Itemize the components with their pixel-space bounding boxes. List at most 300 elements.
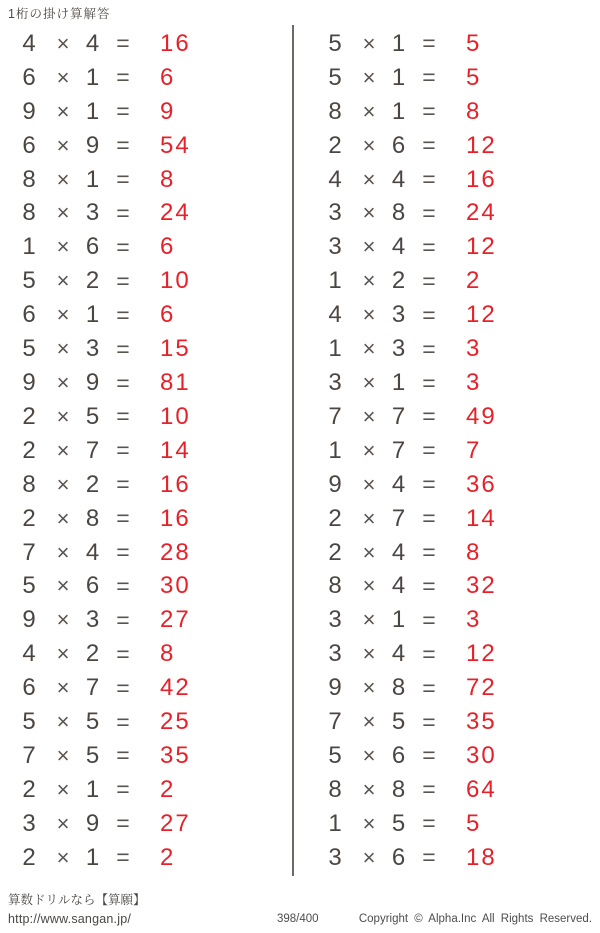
operand-a: 3 bbox=[328, 233, 342, 261]
operand-a: 9 bbox=[22, 97, 36, 125]
problem-row bbox=[300, 739, 600, 773]
operand-b: 5 bbox=[85, 402, 100, 430]
operand-a: 1 bbox=[328, 809, 342, 837]
equals-sign: = bbox=[116, 98, 130, 125]
multiply-sign: × bbox=[362, 234, 376, 260]
multiply-sign: × bbox=[362, 776, 376, 802]
equals-sign: = bbox=[422, 335, 436, 362]
copyright-notice: Copyright © Alpha.Inc All Rights Reserved. bbox=[358, 913, 592, 925]
operand-b: 5 bbox=[391, 809, 406, 837]
operand-b: 3 bbox=[391, 301, 406, 329]
equals-sign: = bbox=[116, 640, 130, 667]
equals-sign: = bbox=[116, 301, 130, 328]
answer-value: 32 bbox=[466, 572, 497, 600]
equals-sign: = bbox=[422, 844, 436, 871]
problem-row bbox=[300, 841, 600, 875]
equals-sign: = bbox=[116, 403, 130, 430]
multiply-sign: × bbox=[362, 675, 376, 701]
operand-a: 6 bbox=[22, 301, 36, 329]
equals-sign: = bbox=[116, 742, 130, 769]
operand-b: 8 bbox=[391, 775, 406, 803]
operand-b: 1 bbox=[391, 29, 406, 57]
operand-a: 8 bbox=[22, 165, 36, 193]
multiply-sign: × bbox=[362, 539, 376, 565]
answer-value: 64 bbox=[466, 775, 497, 803]
operand-a: 3 bbox=[22, 809, 36, 837]
operand-a: 7 bbox=[22, 741, 36, 769]
answer-value: 16 bbox=[160, 29, 191, 57]
operand-a: 1 bbox=[328, 267, 342, 295]
answer-value: 36 bbox=[466, 470, 497, 498]
operand-a: 9 bbox=[328, 674, 342, 702]
answer-value: 54 bbox=[160, 131, 191, 159]
problem-row bbox=[0, 671, 292, 705]
operand-a: 3 bbox=[328, 606, 342, 634]
operand-b: 7 bbox=[391, 504, 406, 532]
multiply-sign: × bbox=[362, 268, 376, 294]
problem-row bbox=[300, 264, 600, 298]
equals-sign: = bbox=[116, 844, 130, 871]
multiply-sign: × bbox=[56, 268, 70, 294]
problem-row bbox=[300, 298, 600, 332]
operand-b: 9 bbox=[85, 131, 100, 159]
problem-row bbox=[0, 536, 292, 570]
operand-a: 5 bbox=[22, 708, 36, 736]
answer-value: 16 bbox=[160, 470, 191, 498]
equals-sign: = bbox=[422, 776, 436, 803]
equals-sign: = bbox=[422, 708, 436, 735]
operand-a: 3 bbox=[328, 199, 342, 227]
multiply-sign: × bbox=[56, 200, 70, 226]
column-divider bbox=[292, 25, 294, 876]
multiply-sign: × bbox=[362, 336, 376, 362]
operand-a: 9 bbox=[328, 470, 342, 498]
answer-value: 72 bbox=[466, 674, 497, 702]
operand-b: 1 bbox=[85, 775, 100, 803]
operand-a: 7 bbox=[328, 402, 342, 430]
multiply-sign: × bbox=[56, 30, 70, 56]
problem-row bbox=[0, 502, 292, 536]
multiply-sign: × bbox=[56, 403, 70, 429]
answer-value: 10 bbox=[160, 267, 191, 295]
answer-value: 49 bbox=[466, 402, 497, 430]
multiply-sign: × bbox=[362, 166, 376, 192]
operand-b: 1 bbox=[85, 843, 100, 871]
operand-b: 4 bbox=[391, 470, 406, 498]
problem-row bbox=[300, 468, 600, 502]
page-number: 398/400 bbox=[277, 913, 319, 925]
problem-row bbox=[0, 468, 292, 502]
equals-sign: = bbox=[116, 335, 130, 362]
multiply-sign: × bbox=[56, 776, 70, 802]
problem-row bbox=[0, 807, 292, 841]
operand-b: 2 bbox=[85, 267, 100, 295]
multiply-sign: × bbox=[362, 302, 376, 328]
equals-sign: = bbox=[116, 810, 130, 837]
operand-b: 1 bbox=[85, 301, 100, 329]
multiply-sign: × bbox=[56, 844, 70, 870]
problem-row bbox=[300, 671, 600, 705]
multiply-sign: × bbox=[362, 403, 376, 429]
operand-b: 3 bbox=[85, 335, 100, 363]
answer-value: 7 bbox=[466, 436, 482, 464]
problem-row bbox=[300, 197, 600, 231]
answer-value: 2 bbox=[160, 843, 176, 871]
multiply-sign: × bbox=[362, 437, 376, 463]
operand-a: 8 bbox=[328, 572, 342, 600]
operand-a: 4 bbox=[22, 640, 36, 668]
problem-row bbox=[0, 332, 292, 366]
answer-value: 25 bbox=[160, 708, 191, 736]
multiply-sign: × bbox=[362, 471, 376, 497]
operand-b: 2 bbox=[391, 267, 406, 295]
answer-value: 5 bbox=[466, 809, 482, 837]
multiply-sign: × bbox=[56, 98, 70, 124]
multiply-sign: × bbox=[56, 641, 70, 667]
answer-value: 3 bbox=[466, 335, 482, 363]
problem-row bbox=[0, 298, 292, 332]
problems-column-right bbox=[300, 27, 600, 875]
equals-sign: = bbox=[422, 437, 436, 464]
problem-row bbox=[300, 807, 600, 841]
equals-sign: = bbox=[116, 199, 130, 226]
answer-value: 10 bbox=[160, 402, 191, 430]
problem-row bbox=[300, 773, 600, 807]
equals-sign: = bbox=[422, 810, 436, 837]
equals-sign: = bbox=[116, 572, 130, 599]
operand-b: 8 bbox=[391, 199, 406, 227]
answer-value: 2 bbox=[160, 775, 176, 803]
multiply-sign: × bbox=[362, 505, 376, 531]
multiply-sign: × bbox=[362, 200, 376, 226]
multiply-sign: × bbox=[56, 539, 70, 565]
problem-row bbox=[300, 332, 600, 366]
answer-value: 6 bbox=[160, 63, 176, 91]
multiply-sign: × bbox=[362, 132, 376, 158]
problem-row bbox=[0, 705, 292, 739]
problem-row bbox=[0, 163, 292, 197]
operand-a: 2 bbox=[328, 538, 342, 566]
equals-sign: = bbox=[422, 64, 436, 91]
operand-b: 2 bbox=[85, 470, 100, 498]
operand-b: 7 bbox=[391, 402, 406, 430]
answer-value: 35 bbox=[160, 741, 191, 769]
operand-b: 7 bbox=[391, 436, 406, 464]
multiply-sign: × bbox=[56, 234, 70, 260]
equals-sign: = bbox=[422, 199, 436, 226]
operand-a: 5 bbox=[22, 572, 36, 600]
footer-site-name: 算数ドリルなら【算願】 bbox=[8, 893, 146, 907]
operand-a: 2 bbox=[328, 504, 342, 532]
operand-a: 5 bbox=[328, 741, 342, 769]
footer-meta bbox=[277, 913, 592, 925]
operand-b: 7 bbox=[85, 674, 100, 702]
multiply-sign: × bbox=[56, 810, 70, 836]
problem-row bbox=[300, 400, 600, 434]
answer-value: 28 bbox=[160, 538, 191, 566]
operand-b: 1 bbox=[391, 97, 406, 125]
operand-b: 6 bbox=[391, 843, 406, 871]
multiply-sign: × bbox=[362, 98, 376, 124]
operand-a: 7 bbox=[22, 538, 36, 566]
answer-value: 16 bbox=[160, 504, 191, 532]
operand-b: 1 bbox=[85, 165, 100, 193]
operand-a: 4 bbox=[328, 165, 342, 193]
equals-sign: = bbox=[422, 98, 436, 125]
answer-value: 12 bbox=[466, 640, 497, 668]
problem-row bbox=[0, 95, 292, 129]
operand-a: 2 bbox=[22, 436, 36, 464]
equals-sign: = bbox=[422, 30, 436, 57]
equals-sign: = bbox=[116, 132, 130, 159]
problem-row bbox=[300, 230, 600, 264]
problem-row bbox=[300, 129, 600, 163]
problems-column-left bbox=[0, 27, 292, 875]
problem-row bbox=[0, 739, 292, 773]
operand-b: 1 bbox=[391, 369, 406, 397]
operand-a: 2 bbox=[328, 131, 342, 159]
operand-a: 8 bbox=[328, 775, 342, 803]
operand-a: 1 bbox=[328, 335, 342, 363]
operand-b: 3 bbox=[85, 199, 100, 227]
equals-sign: = bbox=[422, 403, 436, 430]
problem-row bbox=[300, 61, 600, 95]
operand-a: 8 bbox=[328, 97, 342, 125]
multiply-sign: × bbox=[362, 64, 376, 90]
operand-a: 2 bbox=[22, 402, 36, 430]
problem-row bbox=[300, 163, 600, 197]
multiply-sign: × bbox=[362, 30, 376, 56]
answer-value: 8 bbox=[466, 97, 482, 125]
problem-row bbox=[0, 230, 292, 264]
problem-row bbox=[0, 841, 292, 875]
multiply-sign: × bbox=[56, 132, 70, 158]
multiply-sign: × bbox=[56, 437, 70, 463]
operand-a: 8 bbox=[22, 470, 36, 498]
operand-b: 4 bbox=[391, 640, 406, 668]
equals-sign: = bbox=[116, 539, 130, 566]
problem-row bbox=[0, 603, 292, 637]
problem-row bbox=[300, 637, 600, 671]
multiply-sign: × bbox=[362, 844, 376, 870]
operand-a: 5 bbox=[328, 29, 342, 57]
multiply-sign: × bbox=[56, 505, 70, 531]
problem-row bbox=[300, 536, 600, 570]
operand-b: 4 bbox=[391, 165, 406, 193]
answer-value: 81 bbox=[160, 369, 191, 397]
operand-b: 5 bbox=[85, 741, 100, 769]
operand-a: 2 bbox=[22, 504, 36, 532]
answer-value: 2 bbox=[466, 267, 482, 295]
operand-b: 6 bbox=[391, 741, 406, 769]
equals-sign: = bbox=[116, 369, 130, 396]
operand-a: 2 bbox=[22, 775, 36, 803]
multiply-sign: × bbox=[56, 370, 70, 396]
answer-value: 12 bbox=[466, 301, 497, 329]
equals-sign: = bbox=[116, 776, 130, 803]
operand-b: 4 bbox=[85, 538, 100, 566]
operand-a: 4 bbox=[328, 301, 342, 329]
multiply-sign: × bbox=[56, 709, 70, 735]
multiply-sign: × bbox=[362, 641, 376, 667]
operand-a: 3 bbox=[328, 843, 342, 871]
answer-value: 27 bbox=[160, 809, 191, 837]
equals-sign: = bbox=[116, 437, 130, 464]
equals-sign: = bbox=[422, 572, 436, 599]
operand-b: 4 bbox=[85, 29, 100, 57]
footer-site-info bbox=[8, 891, 146, 930]
equals-sign: = bbox=[422, 166, 436, 193]
equals-sign: = bbox=[422, 132, 436, 159]
problem-row bbox=[300, 27, 600, 61]
operand-a: 3 bbox=[328, 369, 342, 397]
operand-b: 3 bbox=[85, 606, 100, 634]
problem-row bbox=[0, 129, 292, 163]
answer-value: 24 bbox=[466, 199, 497, 227]
operand-b: 6 bbox=[391, 131, 406, 159]
footer-site-url: http://www.sangan.jp/ bbox=[8, 912, 132, 927]
operand-a: 7 bbox=[328, 708, 342, 736]
multiply-sign: × bbox=[362, 742, 376, 768]
operand-a: 5 bbox=[328, 63, 342, 91]
answer-value: 12 bbox=[466, 233, 497, 261]
answer-value: 9 bbox=[160, 97, 176, 125]
answer-value: 42 bbox=[160, 674, 191, 702]
operand-a: 5 bbox=[22, 267, 36, 295]
answer-value: 8 bbox=[160, 640, 176, 668]
problem-row bbox=[300, 603, 600, 637]
operand-a: 6 bbox=[22, 131, 36, 159]
multiply-sign: × bbox=[362, 573, 376, 599]
multiply-sign: × bbox=[362, 607, 376, 633]
multiply-sign: × bbox=[56, 607, 70, 633]
operand-b: 1 bbox=[85, 63, 100, 91]
problem-row bbox=[300, 366, 600, 400]
multiply-sign: × bbox=[56, 471, 70, 497]
problem-row bbox=[300, 95, 600, 129]
problem-row bbox=[0, 366, 292, 400]
answer-value: 3 bbox=[466, 369, 482, 397]
answer-value: 16 bbox=[466, 165, 497, 193]
equals-sign: = bbox=[116, 708, 130, 735]
multiply-sign: × bbox=[56, 302, 70, 328]
operand-b: 1 bbox=[391, 606, 406, 634]
multiply-sign: × bbox=[362, 370, 376, 396]
answer-value: 6 bbox=[160, 301, 176, 329]
operand-b: 5 bbox=[391, 708, 406, 736]
multiply-sign: × bbox=[56, 675, 70, 701]
answer-value: 27 bbox=[160, 606, 191, 634]
operand-b: 1 bbox=[391, 63, 406, 91]
equals-sign: = bbox=[116, 166, 130, 193]
problem-row bbox=[300, 705, 600, 739]
answer-value: 8 bbox=[160, 165, 176, 193]
multiply-sign: × bbox=[362, 810, 376, 836]
operand-b: 6 bbox=[85, 572, 100, 600]
operand-b: 6 bbox=[85, 233, 100, 261]
multiply-sign: × bbox=[56, 64, 70, 90]
operand-b: 4 bbox=[391, 538, 406, 566]
equals-sign: = bbox=[422, 267, 436, 294]
problem-row bbox=[0, 197, 292, 231]
equals-sign: = bbox=[116, 505, 130, 532]
operand-b: 3 bbox=[391, 335, 406, 363]
operand-a: 1 bbox=[22, 233, 36, 261]
problem-row bbox=[300, 570, 600, 604]
operand-a: 6 bbox=[22, 674, 36, 702]
operand-a: 6 bbox=[22, 63, 36, 91]
answer-value: 24 bbox=[160, 199, 191, 227]
answer-value: 12 bbox=[466, 131, 497, 159]
operand-b: 4 bbox=[391, 233, 406, 261]
answer-value: 14 bbox=[160, 436, 191, 464]
operand-a: 1 bbox=[328, 436, 342, 464]
problem-row bbox=[0, 400, 292, 434]
operand-a: 9 bbox=[22, 606, 36, 634]
answer-value: 3 bbox=[466, 606, 482, 634]
equals-sign: = bbox=[422, 505, 436, 532]
operand-b: 2 bbox=[85, 640, 100, 668]
operand-b: 9 bbox=[85, 809, 100, 837]
operand-b: 4 bbox=[391, 572, 406, 600]
equals-sign: = bbox=[422, 539, 436, 566]
operand-a: 5 bbox=[22, 335, 36, 363]
operand-b: 7 bbox=[85, 436, 100, 464]
operand-b: 1 bbox=[85, 97, 100, 125]
answer-value: 30 bbox=[466, 741, 497, 769]
equals-sign: = bbox=[116, 64, 130, 91]
operand-a: 4 bbox=[22, 29, 36, 57]
answer-value: 8 bbox=[466, 538, 482, 566]
equals-sign: = bbox=[116, 267, 130, 294]
equals-sign: = bbox=[422, 369, 436, 396]
multiply-sign: × bbox=[56, 573, 70, 599]
problem-row bbox=[0, 773, 292, 807]
equals-sign: = bbox=[116, 606, 130, 633]
multiply-sign: × bbox=[56, 166, 70, 192]
operand-a: 8 bbox=[22, 199, 36, 227]
answer-value: 6 bbox=[160, 233, 176, 261]
problem-row bbox=[0, 61, 292, 95]
equals-sign: = bbox=[422, 301, 436, 328]
equals-sign: = bbox=[422, 640, 436, 667]
answer-value: 18 bbox=[466, 843, 497, 871]
page-title: 1桁の掛け算解答 bbox=[8, 7, 111, 21]
multiply-sign: × bbox=[56, 742, 70, 768]
answer-value: 14 bbox=[466, 504, 497, 532]
operand-a: 2 bbox=[22, 843, 36, 871]
answer-value: 15 bbox=[160, 335, 191, 363]
answer-value: 30 bbox=[160, 572, 191, 600]
equals-sign: = bbox=[116, 471, 130, 498]
problem-row bbox=[0, 434, 292, 468]
equals-sign: = bbox=[116, 674, 130, 701]
equals-sign: = bbox=[422, 606, 436, 633]
operand-b: 8 bbox=[85, 504, 100, 532]
problem-row bbox=[0, 570, 292, 604]
operand-b: 9 bbox=[85, 369, 100, 397]
equals-sign: = bbox=[116, 233, 130, 260]
operand-b: 8 bbox=[391, 674, 406, 702]
equals-sign: = bbox=[422, 674, 436, 701]
operand-b: 5 bbox=[85, 708, 100, 736]
multiply-sign: × bbox=[362, 709, 376, 735]
operand-a: 3 bbox=[328, 640, 342, 668]
answer-value: 35 bbox=[466, 708, 497, 736]
equals-sign: = bbox=[422, 233, 436, 260]
equals-sign: = bbox=[422, 471, 436, 498]
problem-row bbox=[300, 502, 600, 536]
